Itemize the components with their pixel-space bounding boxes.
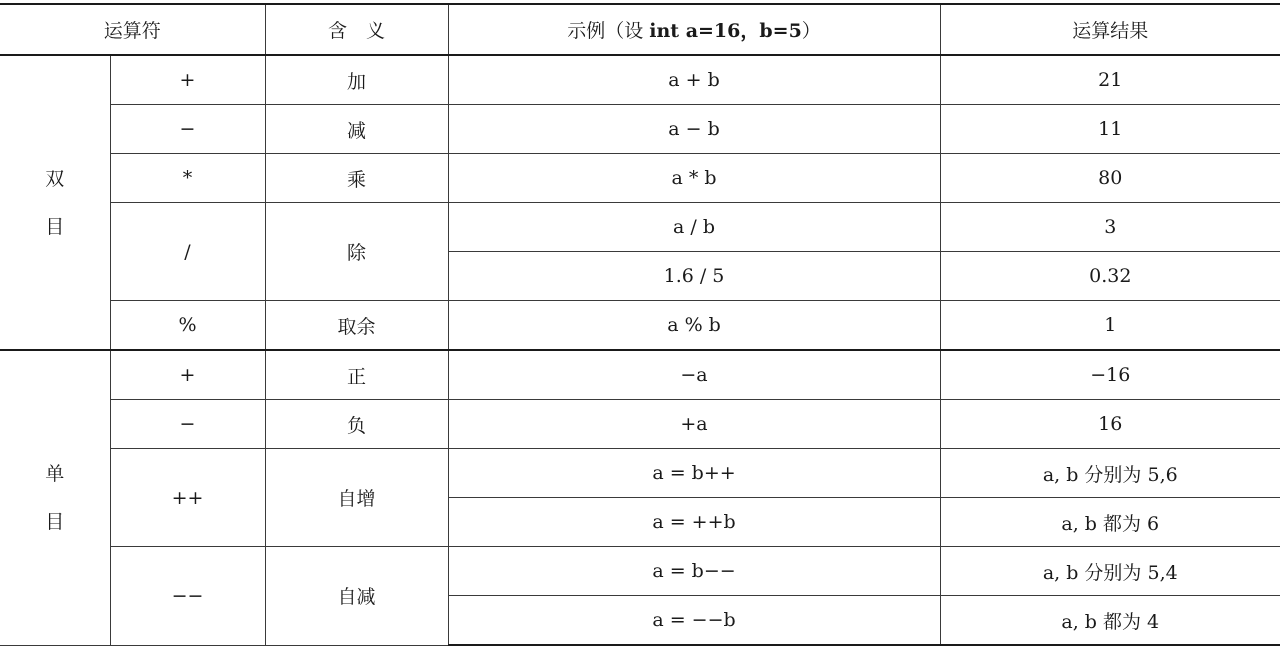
group-label-char: 目: [45, 215, 65, 238]
operator-cell: ++: [110, 449, 265, 547]
example-cell: a = ++b: [448, 498, 940, 547]
example-cell: 1.6 / 5: [448, 252, 940, 301]
result-cell: a, b 都为 6: [940, 498, 1280, 547]
group-label-binary: [0, 55, 110, 350]
operator-cell: *: [110, 154, 265, 203]
meaning-cell: 减: [265, 105, 448, 154]
table-row: [0, 449, 1280, 498]
example-cell: a = −−b: [448, 596, 940, 646]
result-cell: 11: [940, 105, 1280, 154]
example-cell: −a: [448, 350, 940, 400]
result-cell: 80: [940, 154, 1280, 203]
result-cell: 1: [940, 301, 1280, 351]
example-cell: a % b: [448, 301, 940, 351]
result-cell: a, b 都为 4: [940, 596, 1280, 646]
example-cell: a * b: [448, 154, 940, 203]
header-example-bold: int a=16，b=5: [649, 20, 802, 42]
header-meaning: 含 义: [265, 4, 448, 55]
example-cell: a = b++: [448, 449, 940, 498]
example-cell: a / b: [448, 203, 940, 252]
operator-cell: −: [110, 400, 265, 449]
meaning-cell: 取余: [265, 301, 448, 351]
result-cell: −16: [940, 350, 1280, 400]
meaning-cell: 负: [265, 400, 448, 449]
group-label-unary: [0, 350, 110, 645]
table-row: [0, 547, 1280, 596]
meaning-cell: 乘: [265, 154, 448, 203]
meaning-cell: 自增: [265, 449, 448, 547]
header-result: 运算结果: [940, 4, 1280, 55]
table-row: [0, 350, 1280, 400]
group-label-char: 双: [45, 167, 65, 190]
table-row: [0, 301, 1280, 351]
operator-cell: +: [110, 350, 265, 400]
operator-cell: −: [110, 105, 265, 154]
example-cell: +a: [448, 400, 940, 449]
result-cell: 0.32: [940, 252, 1280, 301]
operator-cell: %: [110, 301, 265, 351]
meaning-cell: 正: [265, 350, 448, 400]
meaning-cell: 自减: [265, 547, 448, 646]
table-row: [0, 154, 1280, 203]
table-row: [0, 105, 1280, 154]
group-label-char: 目: [45, 510, 65, 533]
result-cell: a, b 分别为 5,6: [940, 449, 1280, 498]
example-cell: a + b: [448, 55, 940, 105]
example-cell: a − b: [448, 105, 940, 154]
header-example-prefix: 示例（设: [567, 20, 650, 42]
table-row: [0, 55, 1280, 105]
result-cell: 21: [940, 55, 1280, 105]
table-row: [0, 400, 1280, 449]
example-cell: a = b−−: [448, 547, 940, 596]
result-cell: 16: [940, 400, 1280, 449]
group-label-char: 单: [45, 462, 65, 485]
meaning-cell: 除: [265, 203, 448, 301]
operator-cell: /: [110, 203, 265, 301]
header-row: [0, 4, 1280, 55]
result-cell: a, b 分别为 5,4: [940, 547, 1280, 596]
header-example-suffix: ）: [801, 20, 821, 42]
operator-cell: −−: [110, 547, 265, 646]
table-row: [0, 203, 1280, 252]
operator-cell: +: [110, 55, 265, 105]
operators-table: [0, 3, 1280, 646]
header-operator: 运算符: [0, 4, 265, 55]
header-example: [448, 4, 940, 55]
meaning-cell: 加: [265, 55, 448, 105]
result-cell: 3: [940, 203, 1280, 252]
